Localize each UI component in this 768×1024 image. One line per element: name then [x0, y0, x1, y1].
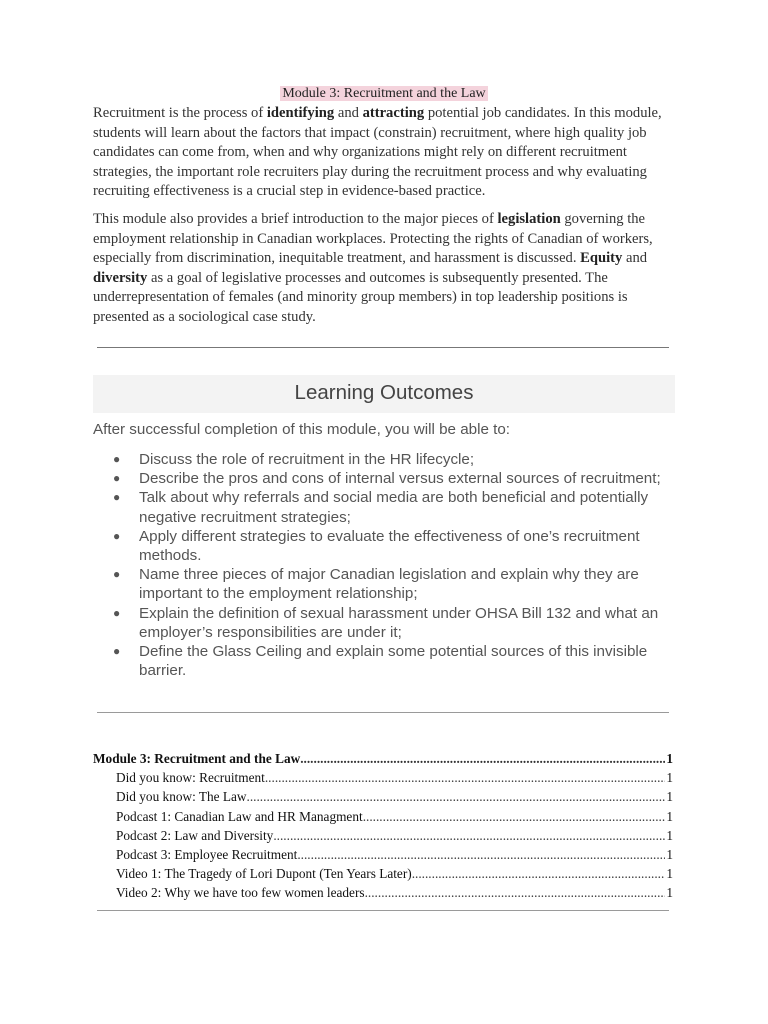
- toc-leader-dots: [412, 864, 666, 883]
- legislation-text-3: and: [622, 250, 648, 266]
- toc-leader-dots: [297, 845, 665, 864]
- legislation-text-2: governing the employment relationship in Canadian workplaces. Protecting the rights of Canadian of workers, especially from discrimination, inequitable treatment, and harassment is discussed.: [93, 211, 653, 266]
- intro-bold-attracting: attracting: [362, 105, 425, 121]
- learning-outcome-item: ● Explain the definition of sexual harassment under OHSA Bill 132 and what an employer’s responsibilities are under it;: [113, 604, 659, 641]
- learning-outcome-item: ● Talk about why referrals and social media are both beneficial and potentially negative recruitment strategies;: [113, 489, 649, 526]
- bullet-icon: ●: [113, 605, 121, 620]
- toc-leader-dots: [273, 826, 665, 845]
- section-divider: [97, 712, 669, 713]
- section-divider: [97, 910, 669, 911]
- toc-entry[interactable]: Did you know: Recruitment ..... 1: [93, 768, 673, 787]
- toc-entry[interactable]: Video 1: The Tragedy of Lori Dupont (Ten Years Later) ..... 1: [93, 864, 673, 883]
- legislation-bold-equity: Equity: [580, 250, 623, 266]
- learning-outcome-item: ● Discuss the role of recruitment in the HR lifecycle;: [113, 451, 475, 468]
- learning-outcome-item: ● Apply different strategies to evaluate the effectiveness of one’s recruitment methods.: [113, 527, 640, 565]
- learning-outcome-item: ● Describe the pros and cons of internal versus external sources of recruitment;: [113, 470, 661, 488]
- section-divider: [97, 347, 669, 348]
- toc-leader-dots: [300, 749, 665, 768]
- intro-text-3: potential job candidates. In this module, students will learn about the factors that impact (constrain) recruitment, where high quality job candidates can come from, when and why organizations might rely on different recruitment strategies, the important role recruiters play during the recruitment process and why evaluating recruiting effectiveness is a crucial step in evidence-based practice.: [93, 105, 662, 199]
- bullet-icon: ●: [113, 490, 121, 505]
- learning-outcome-item: ● Define the Glass Ceiling and explain some potential sources of this invisible barrier.: [113, 643, 648, 680]
- legislation-text-1: This module also provides a brief introduction to the major pieces of: [93, 211, 498, 227]
- module-heading: [0, 86, 768, 102]
- bullet-icon: ●: [113, 471, 121, 486]
- bullet-icon: ●: [113, 567, 121, 582]
- learning-outcome-item: ● Name three pieces of major Canadian legislation and explain why they are important to the employment relationship;: [113, 566, 639, 603]
- toc-entry[interactable]: Video 2: Why we have too few women leaders ..... 1: [93, 883, 673, 902]
- module-heading-text: Module 3: Recruitment and the Law: [282, 86, 486, 101]
- bullet-icon: ●: [113, 644, 121, 659]
- toc-entry[interactable]: Podcast 1: Canadian Law and HR Managment ..... 1: [93, 807, 673, 826]
- legislation-text-4: as a goal of legislative processes and outcomes is subsequently presented. The underrepresentation of females (and minority group members) in top leadership positions is presented as a sociological case study.: [93, 269, 628, 325]
- toc-entry[interactable]: Did you know: The Law ..... 1: [93, 787, 673, 806]
- legislation-bold-diversity: diversity: [93, 269, 148, 286]
- bullet-icon: ●: [113, 452, 121, 466]
- intro-text-1: Recruitment is the process of: [93, 105, 267, 121]
- intro-text-2: and: [334, 105, 363, 121]
- toc-entry-module[interactable]: Module 3: Recruitment and the Law ..... 1: [93, 749, 673, 768]
- table-of-contents: [93, 749, 673, 903]
- learning-outcomes-intro: After successful completion of this module, you will be able to:: [93, 421, 511, 438]
- toc-entry[interactable]: Podcast 2: Law and Diversity ..... 1: [93, 826, 673, 845]
- legislation-bold-legislation: legislation: [497, 211, 561, 227]
- toc-leader-dots: [265, 768, 666, 787]
- toc-entry[interactable]: Podcast 3: Employee Recruitment ..... 1: [93, 845, 673, 864]
- intro-paragraph: [93, 104, 673, 202]
- learning-outcomes-list: [110, 450, 685, 680]
- intro-bold-identifying: identifying: [266, 105, 335, 121]
- toc-leader-dots: [363, 807, 666, 826]
- bullet-icon: ●: [113, 528, 121, 543]
- toc-leader-dots: [365, 883, 666, 902]
- learning-outcomes-header: Learning Outcomes: [93, 375, 675, 413]
- legislation-paragraph: [93, 210, 673, 327]
- toc-leader-dots: [247, 787, 666, 806]
